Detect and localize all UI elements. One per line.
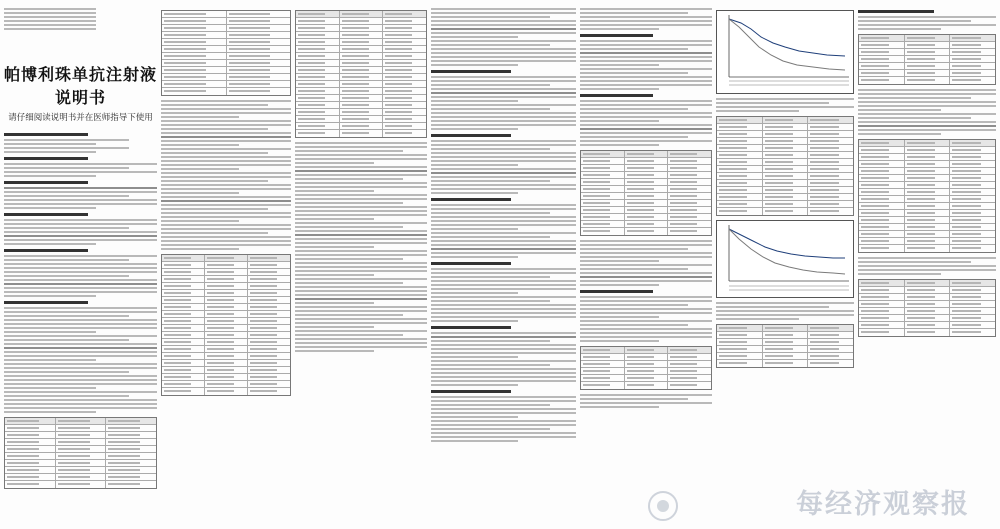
column-2	[161, 6, 291, 525]
efficacy-table-2	[580, 346, 712, 390]
survival-curve-figure-1	[716, 10, 854, 94]
efficacy-table-6	[858, 139, 996, 253]
column-6	[716, 6, 854, 525]
document-subtitle: 请仔细阅读说明书并在医师指导下使用	[8, 113, 153, 123]
column-4	[431, 6, 576, 525]
column-3	[295, 6, 427, 525]
efficacy-table-3	[716, 116, 854, 216]
watermark-text: 每经济观察报	[796, 489, 970, 520]
efficacy-table-1	[580, 150, 712, 236]
column-5	[580, 6, 712, 525]
column-7	[858, 6, 996, 525]
survival-curve-figure-2	[716, 220, 854, 298]
adverse-reaction-table-1	[161, 10, 291, 96]
column-1	[4, 6, 157, 525]
efficacy-table-7	[858, 279, 996, 337]
efficacy-table-5	[858, 34, 996, 85]
watermark-logo-icon	[648, 491, 678, 521]
adverse-reaction-table-2	[161, 254, 291, 396]
document-title: 帕博利珠单抗注射液说明书	[4, 65, 157, 107]
lab-abnormality-table	[295, 10, 427, 138]
dose-table	[4, 417, 157, 489]
efficacy-table-4	[716, 324, 854, 368]
